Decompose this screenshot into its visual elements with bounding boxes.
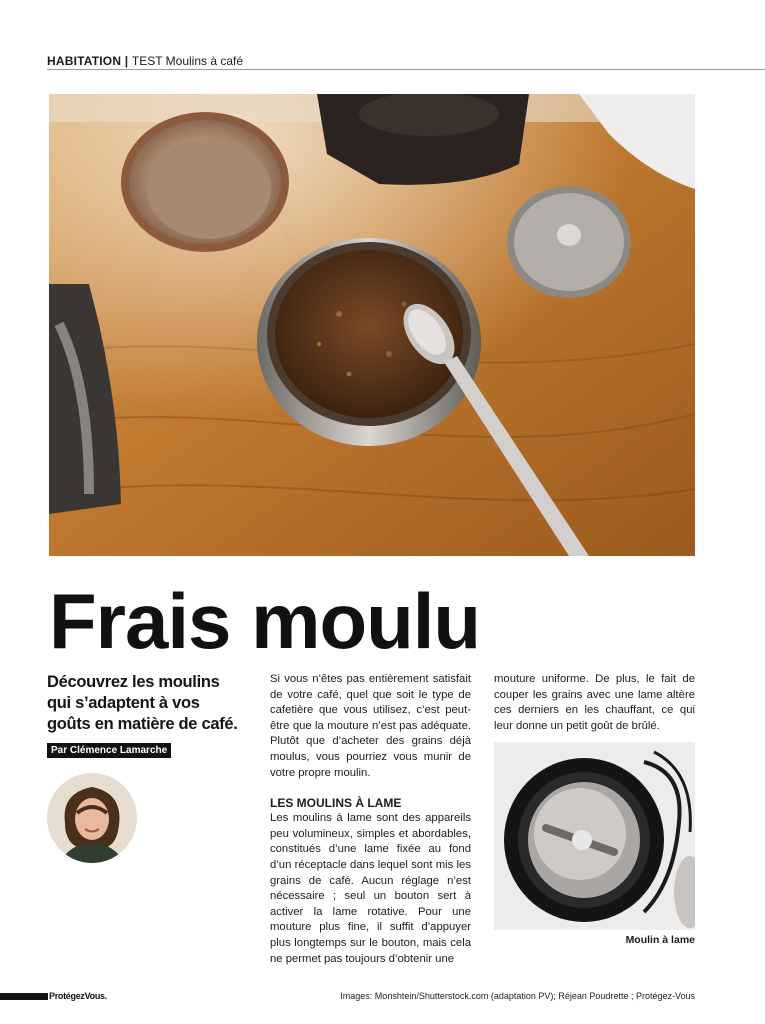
blade-grinder-photo [494,742,695,930]
article-headline: Frais moulu [49,577,481,665]
blade-grinders-paragraph: Les moulins à lame sont des appareils peu volumineux, simples et abordables, constitués d’une lame fixée au fond d’un réceptacle dans lequel sont mis les grains de café. Aucun réglage n’est nécessaire ; seul un bouton sert à activer la lame rotative. Pour une mouture plus fine, il suffit d’appuyer plus longtemps sur le bouton, mais cela ne permet pas toujours d’obtenir une [270,812,471,965]
header-subtitle: TEST Moulins à café [131,54,244,68]
footer-bar [0,993,48,1000]
image-credits: Images: Monshtein/Shutterstock.com (adaptation PV); Réjean Poudrette ; Protégez-Vous [340,991,695,1001]
article-intro-paragraph: Si vous n’êtes pas entièrement satisfait de votre café, quel que soit le type de cafetière que vous utilisez, c’est peut-être que la mouture n’est pas adéquate. Plutôt que d’acheter des grains déjà moulus, vous pourriez vous munir de votre propre moulin. [270,673,471,779]
header-section: HABITATION [47,54,122,68]
article-column-1 [270,672,471,967]
header-text [47,55,765,68]
article-byline: Par Clémence Lamarche [47,743,171,758]
blade-grinder-illustration [494,742,695,930]
author-avatar [47,773,137,863]
author-portrait-illustration [47,773,137,863]
continuation-paragraph: mouture uniforme. De plus, le fait de couper les grains avec une lame altère ces derniers en les chauffant, ce qui leur donne un petit goût de brûlé. [494,673,695,732]
running-header [47,55,765,70]
hero-photo [49,94,695,556]
footer-brand-logo: ProtégezVous. [49,991,107,1001]
photo-caption: Moulin à lame [625,934,695,946]
article-deck: Découvrez les moulins qui s’adaptent à vos goûts en matière de café. [47,673,238,733]
hero-photo-illustration [49,94,695,556]
section-heading-blade-grinders: LES MOULINS À LAME [270,796,402,811]
header-separator: | [121,54,132,68]
article-column-2 [494,672,695,734]
